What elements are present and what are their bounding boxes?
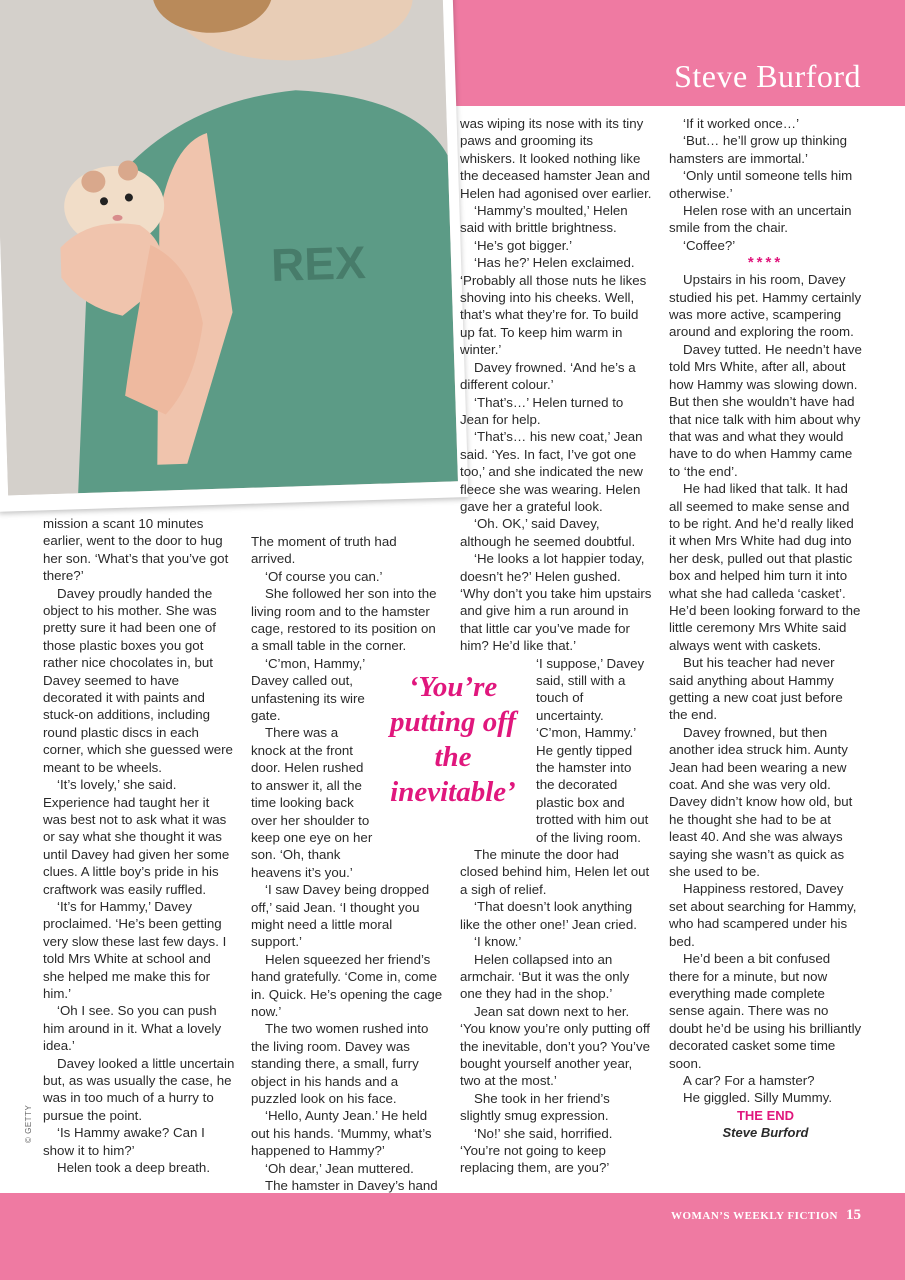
paragraph: The two women rushed into the living room. Davey was standing there, a small, furry object in his hands and a puzzled look on his face. — [251, 1021, 429, 1106]
story-photo — [0, 0, 458, 495]
paragraph: ‘It’s for Hammy,’ Davey proclaimed. ‘He’s been getting very slow these last few days. I told Mrs White at school and she helped me make this for him.’ — [43, 898, 227, 1001]
paragraph: Jean sat down next to her. ‘You know you’re only putting off the inevitable, don’t you? You’ve bought yourself another year, two at the most.’ — [460, 1003, 650, 1089]
paragraph: ‘Coffee?’ — [683, 237, 736, 253]
column-4 — [669, 115, 862, 1142]
paragraph: Davey frowned. ‘And he’s a different colour.’ — [460, 359, 636, 393]
paragraph: ‘Hello, Aunty Jean.’ He held out his hands. ‘Mummy, what’s happened to Hammy?’ — [251, 1108, 432, 1159]
paragraph: The minute the door had closed behind him, Helen let out a sigh of relief. — [460, 847, 650, 897]
paragraph: Davey looked a little uncertain but, as was usually the case, he was in too much of a hurry to pursue the point. — [43, 1055, 235, 1123]
paragraph: Upstairs in his room, Davey studied his pet. Hammy certainly was more active, scampering around and exploring the room. — [669, 272, 862, 340]
paragraph: ‘It’s lovely,’ she said. Experience had taught her it was best not to ask what it was or say what she thought it was until Davey had given her some clues. A little boy’s pride in his craftwork was easily ruffled. — [43, 777, 230, 897]
paragraph: ‘Hammy’s moulted,’ Helen said with brittle brightness. — [460, 203, 628, 236]
paragraph: Helen collapsed into an armchair. ‘But it was the only one they had in the shop.’ — [460, 951, 630, 1002]
section-separator: **** — [747, 254, 784, 272]
paragraph: ‘He’s got bigger.’ — [474, 237, 573, 253]
paragraph: ‘But… he’ll grow up thinking hamsters are immortal.’ — [669, 133, 848, 166]
paragraph: ‘I know.’ — [474, 934, 522, 950]
paragraph: He’d been a bit confused there for a minute, but now everything made complete sense again. There was no doubt he’d be using his brilliantly decorated casket some time soon. — [669, 951, 862, 1071]
author-heading: Steve Burford — [674, 58, 861, 94]
paragraph: He giggled. Silly Mummy. — [683, 1090, 833, 1106]
paragraph: was wiping its nose with its tiny paws and grooming its whiskers. It looked nothing like the deceased hamster Jean and Helen had agonised over earlier. — [460, 116, 652, 201]
paragraph: He had liked that talk. It had all seemed to make sense and to be right. And he’d really liked it when Mrs White had dug into her desk, pulled out that plastic box and helped him turn it into what she had calleda ‘casket’. He’d been looking forward to the little ceremony Mrs White said always went with caskets. — [669, 481, 861, 653]
column-4-top — [669, 115, 862, 254]
column-4-bottom — [669, 271, 862, 1107]
paragraph: Davey frowned, but then another idea struck him. Aunty Jean had been wearing a new coat. And she was very old. Davey didn’t know how old, but he thought she had to be at least 40. And she was always saying she wasn’t as quick as she used to be. — [669, 724, 853, 880]
photo-frame — [0, 0, 468, 512]
paragraph: ‘No!’ she said, horrified. ‘You’re not going to keep replacing them, are you?’ — [460, 1125, 613, 1176]
paragraph: ‘Oh dear,’ Jean muttered. — [265, 1160, 414, 1176]
author-signature: Steve Burford — [722, 1125, 809, 1141]
paragraph: ‘That’s…’ Helen turned to Jean for help. — [460, 394, 624, 427]
paragraph: Helen rose with an uncertain smile from the chair. — [669, 203, 852, 236]
magazine-name: WOMAN’S WEEKLY FICTION — [670, 1210, 838, 1222]
paragraph: ‘He looks a lot happier today, doesn’t he?’ Helen gushed. ‘Why don’t you take him upstairs and give him a run around in that little car you’ve made for him? He’d like that.’ — [460, 551, 652, 654]
paragraph: A car? For a hamster? — [683, 1072, 815, 1088]
paragraph: ‘Is Hammy awake? Can I show it to him?’ — [43, 1125, 205, 1158]
paragraph: The hamster in Davey’s hand — [265, 1178, 438, 1194]
paragraph: ‘I suppose,’ Davey said, still with a touch of uncertainty. ‘C’mon, Hammy.’ He gently tipped the hamster into the decorated plastic box and trotted with him out of the living room. — [536, 655, 649, 845]
page-number: 15 — [846, 1207, 861, 1223]
paragraph: ‘Only until someone tells him otherwise.’ — [669, 168, 853, 201]
column-1 — [43, 515, 235, 1176]
paragraph: ‘C’mon, Hammy,’ Davey called out, unfastening its wire gate. — [251, 655, 365, 724]
pull-quote: ‘You’re putting off the inevitable’ — [390, 671, 516, 808]
paragraph: Happiness restored, Davey set about searching for Hammy, who had scampered under his bed. — [669, 881, 857, 949]
paragraph: She followed her son into the living room and to the hamster cage, restored to its position on a small table in the corner. — [251, 586, 437, 654]
paragraph: mission a scant 10 minutes earlier, went to the door to hug her son. ‘What’s that you’ve got there?’ — [43, 516, 229, 584]
paragraph: There was a knock at the front door. Helen rushed to answer it, all the time looking back over her shoulder to keep one eye on her son. ‘Oh, thank heavens it’s you.’ — [251, 725, 373, 880]
paragraph: ‘Of course you can.’ — [265, 568, 383, 584]
photo-credit: © GETTY — [24, 1104, 33, 1143]
column-3 — [460, 115, 652, 1177]
paragraph: ‘I saw Davey being dropped off,’ said Jean. ‘I thought you might need a little moral support.’ — [251, 882, 430, 950]
paragraph: Helen took a deep breath. — [57, 1160, 211, 1176]
paragraph: Helen squeezed her friend’s hand gratefully. ‘Come in, come in. Quick. He’s opening the cage now.’ — [251, 951, 443, 1019]
paragraph: Davey proudly handed the object to his mother. She was pretty sure it had been one of those plastic boxes you got rather nice chocolates in, but Davey seemed to have decorated it with paints and stuck-on additions, including round plastic discs in each corner, which she guessed were meant to be wheels. — [43, 585, 233, 775]
the-end-label: THE END — [736, 1107, 795, 1123]
svg-text:REX: REX — [270, 236, 367, 292]
footer — [671, 1206, 861, 1224]
paragraph: But his teacher had never said anything about Hammy getting a new coat just before the end. — [669, 655, 843, 723]
paragraph: ‘Oh. OK,’ said Davey, although he seemed doubtful. — [460, 516, 636, 549]
paragraph: ‘That doesn’t look anything like the other one!’ Jean cried. — [460, 899, 637, 932]
paragraph: ‘If it worked once…’ — [683, 116, 800, 131]
paragraph: ‘Oh I see. So you can push him around in it. What a lovely idea.’ — [43, 1003, 222, 1054]
paragraph: Davey tutted. He needn’t have told Mrs White, after all, about how Hammy was slowing down. But then she wouldn’t have had that nice talk with him about why that was and what they would have to do when Hammy came to ‘the end’. — [669, 341, 862, 479]
paragraph: The moment of truth had arrived. — [251, 534, 397, 567]
column-2 — [251, 533, 444, 1194]
paragraph: She took in her friend’s slightly smug expression. — [460, 1090, 610, 1124]
paragraph: ‘Has he?’ Helen exclaimed. ‘Probably all those nuts he likes shoving into his cheeks. Well, that’s what they’re for. To build up fat. To keep him warm in winter.’ — [460, 255, 647, 358]
paragraph: ‘That’s… his new coat,’ Jean said. ‘Yes. In fact, I’ve got one too,’ and she indicated the new fleece she was wearing. Helen gave her a grateful look. — [460, 429, 643, 514]
child-with-hamster-image — [0, 0, 458, 495]
